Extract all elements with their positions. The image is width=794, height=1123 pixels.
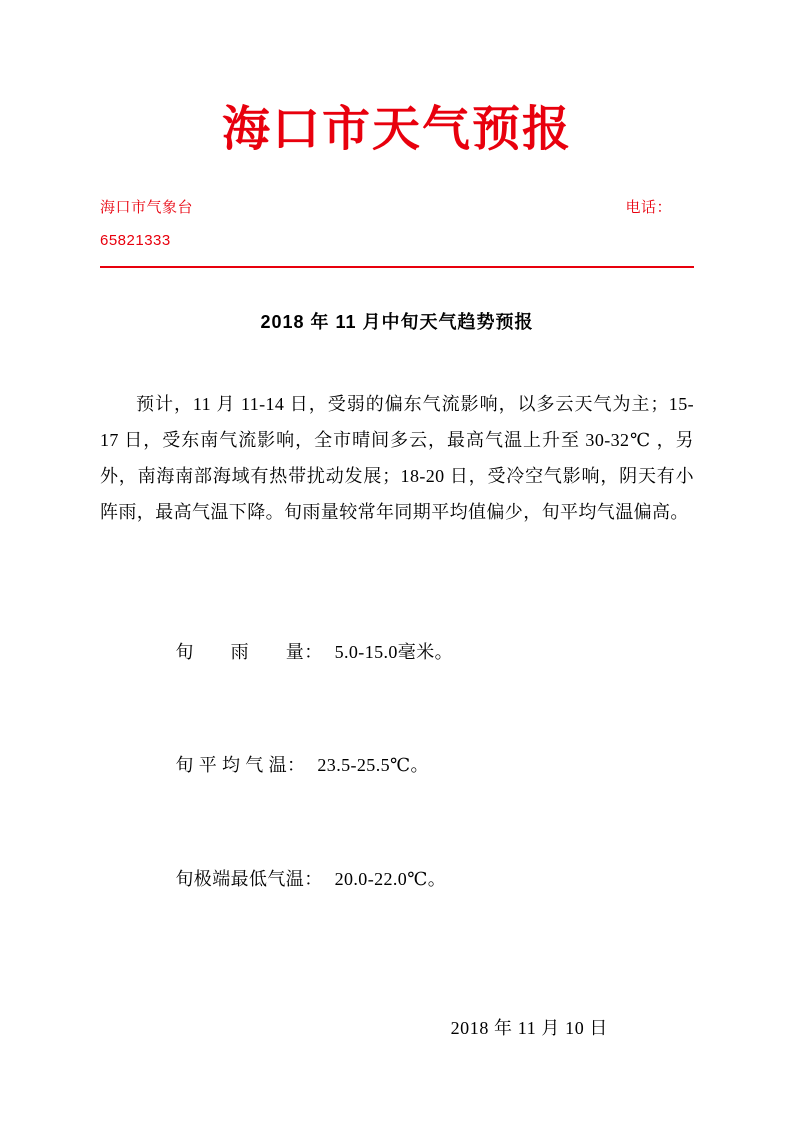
list-item	[146, 709, 694, 822]
stat-label: 旬极端最低气温：	[175, 868, 323, 889]
stat-value: 23.5-25.5℃。	[317, 755, 429, 776]
list-item	[146, 596, 694, 709]
signature-date: 2018 年 11 月 10 日	[450, 1018, 608, 1039]
list-item	[146, 823, 694, 936]
page-title: 海口市天气预报	[221, 103, 572, 156]
stats-list	[100, 530, 694, 936]
stat-value: 20.0-22.0℃。	[334, 868, 447, 889]
stat-value: 5.0-15.0毫米。	[334, 641, 454, 662]
stat-label: 旬 雨 量：	[175, 641, 323, 662]
stat-label: 旬 平 均 气 温：	[175, 755, 306, 776]
phone-number: 65821333	[100, 232, 171, 249]
letterhead	[100, 196, 694, 266]
section-title: 2018 年 11 月中旬天气趋势预报	[260, 312, 534, 332]
phone-label: 电话：	[625, 199, 672, 216]
forecast-body: 预计，11 月 11-14 日，受弱的偏东气流影响，以多云天气为主；15-17 日，受东南气流影响，全市晴间多云，最高气温上升至 30-32℃ ，另外，南海南部海域有热带扰动发展；18-20 日，受冷空气影响，阴天有小阵雨，最高气温下降。旬雨量较常年同期平均值偏少，旬平均气温偏高。	[100, 394, 694, 522]
issuer-name: 海口市气象台	[100, 199, 194, 216]
